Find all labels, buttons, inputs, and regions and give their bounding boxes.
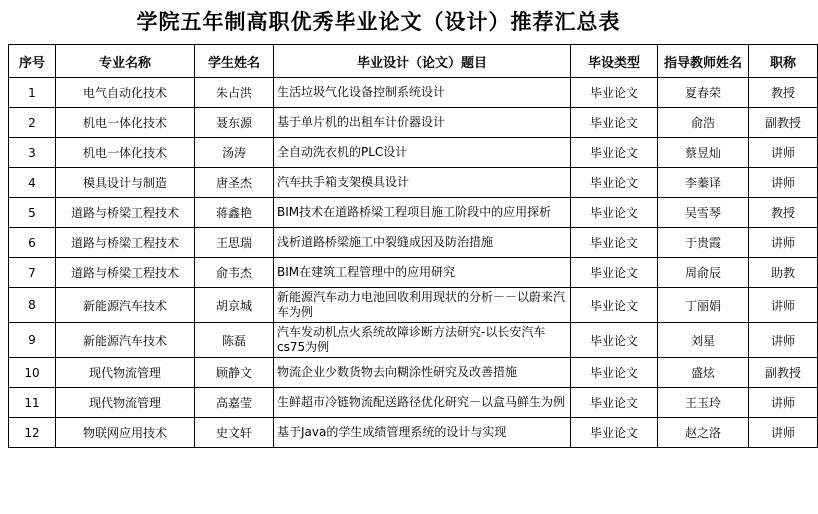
cell-index: 10 bbox=[9, 358, 56, 388]
cell-tutor: 吴雪琴 bbox=[658, 198, 749, 228]
cell-topic: 浅析道路桥梁施工中裂缝成因及防治措施 bbox=[274, 228, 571, 258]
cell-index: 12 bbox=[9, 418, 56, 448]
cell-type: 毕业论文 bbox=[571, 228, 658, 258]
table-row bbox=[9, 78, 818, 108]
cell-index: 3 bbox=[9, 138, 56, 168]
cell-rank: 教授 bbox=[749, 198, 818, 228]
cell-major: 道路与桥梁工程技术 bbox=[56, 198, 195, 228]
cell-student: 聂东源 bbox=[195, 108, 274, 138]
cell-rank: 讲师 bbox=[749, 388, 818, 418]
cell-major: 物联网应用技术 bbox=[56, 418, 195, 448]
table-row bbox=[9, 198, 818, 228]
table-row bbox=[9, 418, 818, 448]
cell-tutor: 周俞辰 bbox=[658, 258, 749, 288]
cell-index: 8 bbox=[9, 288, 56, 323]
cell-rank: 讲师 bbox=[749, 168, 818, 198]
cell-index: 2 bbox=[9, 108, 56, 138]
cell-student: 朱占洪 bbox=[195, 78, 274, 108]
cell-index: 4 bbox=[9, 168, 56, 198]
cell-type: 毕业论文 bbox=[571, 168, 658, 198]
cell-major: 新能源汽车技术 bbox=[56, 288, 195, 323]
cell-student: 俞韦杰 bbox=[195, 258, 274, 288]
cell-major: 现代物流管理 bbox=[56, 388, 195, 418]
cell-student: 顾静文 bbox=[195, 358, 274, 388]
cell-type: 毕业论文 bbox=[571, 108, 658, 138]
column-header-type: 毕设类型 bbox=[571, 45, 658, 78]
table-row bbox=[9, 228, 818, 258]
cell-rank: 讲师 bbox=[749, 228, 818, 258]
cell-topic: 物流企业少数货物去向糊涂性研究及改善措施 bbox=[274, 358, 571, 388]
cell-rank: 教授 bbox=[749, 78, 818, 108]
cell-topic: 汽车发动机点火系统故障诊断方法研究-以长安汽车cs75为例 bbox=[274, 323, 571, 358]
cell-rank: 副教授 bbox=[749, 108, 818, 138]
cell-major: 现代物流管理 bbox=[56, 358, 195, 388]
cell-major: 新能源汽车技术 bbox=[56, 323, 195, 358]
cell-index: 9 bbox=[9, 323, 56, 358]
cell-major: 道路与桥梁工程技术 bbox=[56, 258, 195, 288]
cell-index: 6 bbox=[9, 228, 56, 258]
cell-rank: 副教授 bbox=[749, 358, 818, 388]
cell-index: 7 bbox=[9, 258, 56, 288]
cell-major: 模具设计与制造 bbox=[56, 168, 195, 198]
cell-type: 毕业论文 bbox=[571, 388, 658, 418]
cell-topic: 基于Java的学生成绩管理系统的设计与实现 bbox=[274, 418, 571, 448]
cell-topic: 汽车扶手箱支架模具设计 bbox=[274, 168, 571, 198]
cell-tutor: 赵之洛 bbox=[658, 418, 749, 448]
column-header-index: 序号 bbox=[9, 45, 56, 78]
cell-topic: BIM在建筑工程管理中的应用研究 bbox=[274, 258, 571, 288]
cell-type: 毕业论文 bbox=[571, 198, 658, 228]
cell-student: 陈磊 bbox=[195, 323, 274, 358]
cell-rank: 讲师 bbox=[749, 418, 818, 448]
table-row bbox=[9, 108, 818, 138]
cell-type: 毕业论文 bbox=[571, 78, 658, 108]
cell-major: 机电一体化技术 bbox=[56, 138, 195, 168]
table-row bbox=[9, 288, 818, 323]
thesis-summary-table bbox=[8, 44, 818, 448]
cell-type: 毕业论文 bbox=[571, 138, 658, 168]
table-row bbox=[9, 358, 818, 388]
cell-tutor: 夏春荣 bbox=[658, 78, 749, 108]
cell-rank: 讲师 bbox=[749, 288, 818, 323]
column-header-major: 专业名称 bbox=[56, 45, 195, 78]
cell-index: 11 bbox=[9, 388, 56, 418]
table-header bbox=[9, 45, 818, 78]
cell-rank: 讲师 bbox=[749, 323, 818, 358]
cell-student: 胡京城 bbox=[195, 288, 274, 323]
table-row bbox=[9, 388, 818, 418]
cell-major: 电气自动化技术 bbox=[56, 78, 195, 108]
table-row bbox=[9, 323, 818, 358]
cell-topic: 生活垃圾气化设备控制系统设计 bbox=[274, 78, 571, 108]
table-header-row bbox=[9, 45, 818, 78]
cell-tutor: 盛炫 bbox=[658, 358, 749, 388]
cell-tutor: 刘星 bbox=[658, 323, 749, 358]
page-title: 学院五年制高职优秀毕业论文（设计）推荐汇总表 bbox=[136, 9, 621, 34]
table-body bbox=[9, 78, 818, 448]
cell-tutor: 李蓁译 bbox=[658, 168, 749, 198]
cell-tutor: 于贵霞 bbox=[658, 228, 749, 258]
cell-type: 毕业论文 bbox=[571, 288, 658, 323]
cell-type: 毕业论文 bbox=[571, 418, 658, 448]
cell-topic: 生鲜超市冷链物流配送路径优化研究－以盒马鲜生为例 bbox=[274, 388, 571, 418]
cell-student: 唐圣杰 bbox=[195, 168, 274, 198]
cell-index: 1 bbox=[9, 78, 56, 108]
cell-student: 汤涛 bbox=[195, 138, 274, 168]
cell-student: 史文轩 bbox=[195, 418, 274, 448]
cell-major: 机电一体化技术 bbox=[56, 108, 195, 138]
cell-student: 高嘉莹 bbox=[195, 388, 274, 418]
cell-type: 毕业论文 bbox=[571, 358, 658, 388]
cell-index: 5 bbox=[9, 198, 56, 228]
cell-type: 毕业论文 bbox=[571, 258, 658, 288]
column-header-tutor: 指导教师姓名 bbox=[658, 45, 749, 78]
cell-tutor: 王玉玲 bbox=[658, 388, 749, 418]
table-row bbox=[9, 258, 818, 288]
cell-topic: 基于单片机的出租车计价器设计 bbox=[274, 108, 571, 138]
cell-rank: 助教 bbox=[749, 258, 818, 288]
cell-tutor: 丁丽娟 bbox=[658, 288, 749, 323]
cell-topic: 全自动洗衣机的PLC设计 bbox=[274, 138, 571, 168]
cell-rank: 讲师 bbox=[749, 138, 818, 168]
cell-student: 王思瑞 bbox=[195, 228, 274, 258]
column-header-rank: 职称 bbox=[749, 45, 818, 78]
cell-tutor: 俞浩 bbox=[658, 108, 749, 138]
column-header-topic: 毕业设计（论文）题目 bbox=[274, 45, 571, 78]
column-header-student: 学生姓名 bbox=[195, 45, 274, 78]
cell-type: 毕业论文 bbox=[571, 323, 658, 358]
cell-major: 道路与桥梁工程技术 bbox=[56, 228, 195, 258]
cell-topic: BIM技术在道路桥梁工程项目施工阶段中的应用探析 bbox=[274, 198, 571, 228]
table-row bbox=[9, 138, 818, 168]
cell-tutor: 蔡昱灿 bbox=[658, 138, 749, 168]
cell-student: 蒋鑫艳 bbox=[195, 198, 274, 228]
table-row bbox=[9, 168, 818, 198]
cell-topic: 新能源汽车动力电池回收利用现状的分析－－以蔚来汽车为例 bbox=[274, 288, 571, 323]
